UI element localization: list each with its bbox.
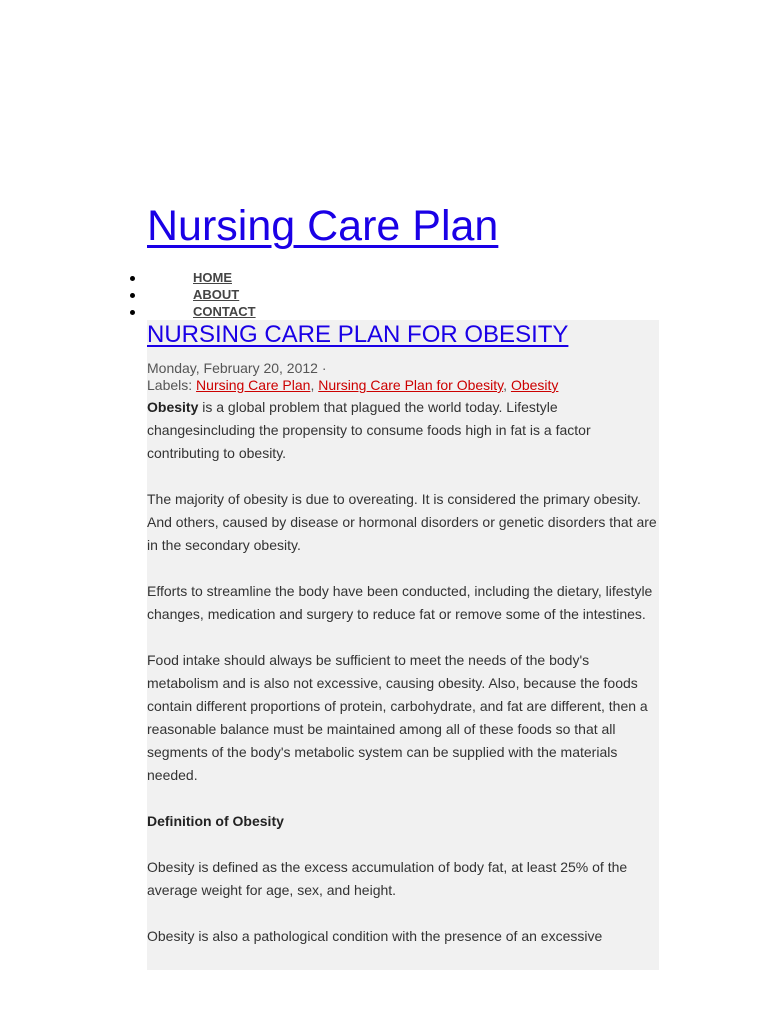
- nav-link-home[interactable]: HOME: [193, 270, 232, 285]
- paragraph-text: is a global problem that plagued the world today. Lifestyle changesincluding the propensity to consume foods high in fat is a factor contributing to obesity.: [147, 399, 591, 461]
- paragraph: Obesity is defined as the excess accumulation of body fat, at least 25% of the average weight for age, sex, and height.: [147, 859, 628, 898]
- post-title-link[interactable]: NURSING CARE PLAN FOR OBESITY: [147, 321, 569, 348]
- section-subheading: [147, 810, 659, 833]
- bullet-icon: [130, 310, 135, 315]
- paragraph: Obesity is also a pathological condition with the presence of an excessive: [147, 928, 603, 944]
- post-body: [147, 396, 659, 948]
- paragraph: The majority of obesity is due to overeating. It is considered the primary obesity. And others, caused by disease or hormonal disorders or genetic disorders that are in the secondary obesity.: [147, 491, 657, 553]
- label-separator: ,: [503, 377, 511, 393]
- paragraph: [147, 396, 659, 465]
- label-link-obesity[interactable]: Obesity: [510, 377, 559, 393]
- labels-prefix: Labels:: [147, 377, 193, 393]
- paragraph: Efforts to streamline the body have been conducted, including the dietary, lifestyle changes, medication and surgery to reduce fat or remove some of the intestines.: [147, 583, 653, 622]
- label-separator: ,: [310, 377, 319, 393]
- nav-link-contact[interactable]: CONTACT: [193, 304, 256, 319]
- bullet-icon: [130, 276, 135, 281]
- post-labels: [147, 377, 659, 394]
- paragraph: Food intake should always be sufficient to meet the needs of the body's metabolism and is also not excessive, causing obesity. Also, because the foods contain different proportions of protein, carbohydrate, and fat are different, then a reasonable balance must be maintained among all of these foods so that all segments of the body's metabolic system can be supplied with the materials needed.: [147, 652, 648, 783]
- label-link-nursing-care-plan-for-obesity[interactable]: Nursing Care Plan for Obesity: [318, 377, 504, 393]
- label-link-nursing-care-plan[interactable]: Nursing Care Plan: [196, 377, 311, 393]
- nav-link-about[interactable]: ABOUT: [193, 287, 240, 302]
- post-date: Monday, February 20, 2012 ·: [147, 360, 327, 376]
- site-title-link[interactable]: Nursing Care Plan: [147, 202, 499, 250]
- subheading-text: Definition of Obesity: [147, 813, 284, 829]
- bullet-icon: [130, 293, 135, 298]
- post-article: [147, 320, 659, 970]
- bold-term: Obesity: [147, 399, 199, 415]
